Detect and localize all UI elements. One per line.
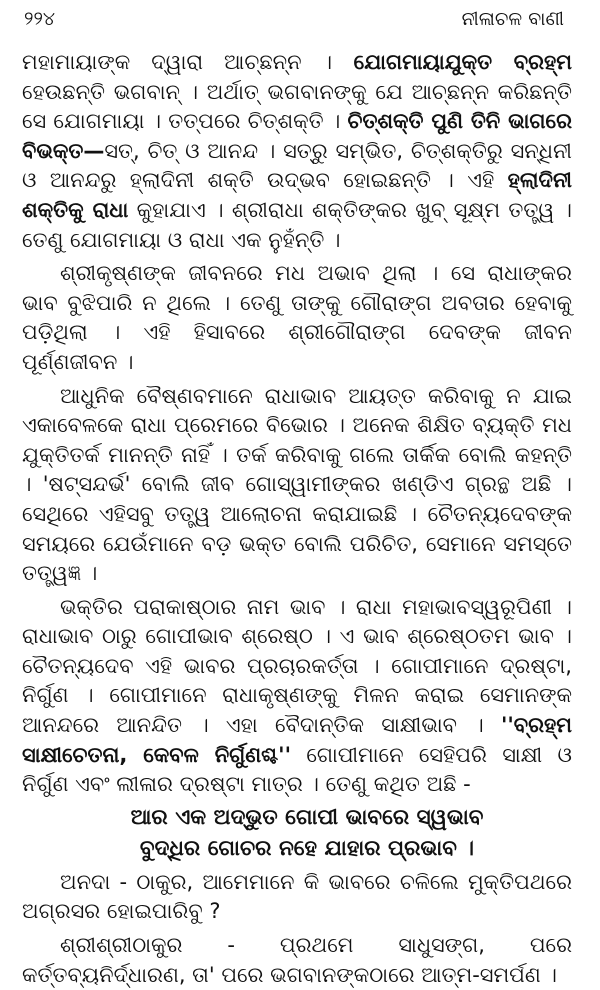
running-title: ନୀଳାଚଳ ବାଣୀ	[461, 8, 564, 30]
p1-text-c: ହେଉଛନ୍ତି ଭଗବାନ୍ । ଅର୍ଥାତ୍ ଭଗବାନଙ୍କୁ ଯେ ଆଚ୍ଛନ୍ନ କରିଛନ୍ତି ସେ ଯୋଗମାୟା । ତତ୍ପରେ ଚିତ୍‌ଶକ୍ତି ।	[22, 79, 572, 134]
p4-bold-quote: ''ବ୍ରହ୍ମ ସାକ୍ଷୀଚେତନା, କେବଳ ନିର୍ଗୁଣଶ୍ଚ''	[22, 713, 572, 767]
verse-block	[22, 802, 572, 864]
paragraph-1	[22, 48, 572, 255]
verse-line: ବୁଦ୍ଧିର ଗୋଚର ନହେ ଯାହାର ପ୍ରଭାବ ।	[139, 835, 475, 861]
p4-text-c: ଗୋପୀମାନେ ସେହିପରି ସାକ୍ଷୀ ଓ ନିର୍ଗୁଣ ଏବଂ ଲୀଳାର ଦ୍ରଷ୍ଟା ମାତ୍ର । ତେଣୁ କଥିତ ଅଛି -	[22, 742, 572, 797]
paragraph-2: ଶ୍ରୀକୃଷ୍ଣଙ୍କ ଜୀବନରେ ମଧ ଅଭାବ ଥିଲା । ସେ ରାଧାଙ୍କର ଭାବ ବୁଝିପାରି ନ ଥିଲେ । ତେଣୁ ତାଙ୍କୁ ଗୌରାଙ୍ଗ ଅବତାର ହେବାକୁ ପଡ଼ିଥିଲା । ଏହି ହିସାବରେ ଶ୍ରୀଗୌରାଙ୍ଗ ଦେବଙ୍କ ଜୀବନ ପୂର୍ଣ୍ଣଜୀବନ ।	[22, 261, 572, 374]
p1-text-e: ସତ୍, ଚିତ୍ ଓ ଆନନ୍ଦ । ସତ୍‌ରୁ ସମ୍ଭିତ, ଚିତ୍‌ଶକ୍ତିରୁ ସନ୍ଧିନୀ ଓ ଆନନ୍ଦରୁ ହ୍ଲାଦିନୀ ଶକ୍ତି ଉଦ୍ଭବ ହୋଇଛନ୍ତି । ଏହି	[22, 138, 572, 193]
p1-bold-yogamaya: ଯୋଗମାୟାଯୁକ୍ତ ବ୍ରହ୍ମ	[332, 50, 572, 74]
paragraph-6: ଶ୍ରୀଶ୍ରୀଠାକୁର - ପ୍ରଥମେ ସାଧୁସଙ୍ଗ, ପରେ କର୍ତ୍ତବ୍ୟନିର୍ଦ୍ଧାରଣ, ତା' ପରେ ଭଗବାନଙ୍କଠାରେ ଆତ୍ମ-ସମର୍ପଣ ।	[22, 933, 572, 987]
page-number: ୨୨୪	[24, 8, 56, 30]
paragraph-5: ଅନଦା - ଠାକୁର, ଆମେମାନେ କି ଭାବରେ ଚଳିଲେ ମୁକ୍ତିପଥରେ ଅଗ୍ରସର ହୋଇପାରିବୁ ?	[22, 869, 572, 924]
page-header	[22, 8, 572, 48]
paragraph-4	[22, 593, 572, 800]
paragraph-3: ଆଧୁନିକ ବୈଷ୍ଣବମାନେ ରାଧାଭାବ ଆୟତ୍ତ କରିବାକୁ ନ ଯାଇ ଏକାବେଳକେ ରାଧା ପ୍ରେମରେ ବିଭୋର । ଅନେକ ଶିକ୍ଷିତ ବ୍ୟକ୍ତି ମଧ ଯୁକ୍ତିତର୍କ ମାନନ୍ତି ନାହିଁ । ତର୍କ କରିବାକୁ ଗଲେ ତାର୍କିକ ବୋଲି କହନ୍ତି । 'ଷଟ୍‌ସନ୍ଦର୍ଭ' ବୋଲି ଜୀବ ଗୋସ୍ୱାମୀଙ୍କର ଖଣ୍ଡିଏ ଗ୍ରନ୍ଥ ଅଛି । ସେଥିରେ ଏହିସବୁ ତତ୍ତ୍ୱ ଆଲୋଚନା କରାଯାଇଛି । ଚୈତନ୍ୟଦେବଙ୍କ ସମୟରେ ଯେଉଁମାନେ ବଡ଼ ଭକ୍ତ ବୋଲି ପରିଚିତ, ସେମାନେ ସମସ୍ତେ ତତ୍ତ୍ୱଜ୍ଞ ।	[22, 383, 572, 586]
verse-line: ଆର ଏକ ଅଦ୍ଭୁତ ଗୋପୀ ଭାବରେ ସ୍ୱଭାବ	[130, 804, 484, 830]
p1-bold-chitshakti: ଚିତ୍‌ଶକ୍ତି ପୁଣି ତିନି ଭାଗରେ ବିଭକ୍ତ—	[22, 109, 572, 163]
p1-text-a: ମହାମାୟାଙ୍କ ଦ୍ୱାରା ଆଚ୍ଛନ୍ନ ।	[22, 50, 333, 74]
p4-text-a: ଭକ୍ତିର ପରାକାଷ୍ଠାର ନାମ ଭାବ । ରାଧା ମହାଭାବସ୍ୱରୂପିଣୀ । ରାଧାଭାବ ଠାରୁ ଗୋପୀଭାବ ଶ୍ରେଷ୍ଠ । ଏ ଭାବ ଶ୍ରେଷ୍ଠତମ ଭାବ । ଚୈତନ୍ୟଦେବ ଏହି ଭାବର ପ୍ରଚାରକର୍ତ୍ତା । ଗୋପୀମାନେ ଦ୍ରଷ୍ଟା, ନିର୍ଗୁଣ । ଗୋପୀମାନେ ରାଧାକୃଷ୍ଣଙ୍କୁ ମିଳନ କରାଇ ସେମାନଙ୍କ ଆନନ୍ଦରେ ଆନନ୍ଦିତ । ଏହା ବୈଦାନ୍ତିକ ସାକ୍ଷୀଭାବ ।	[22, 594, 572, 738]
p1-text-g: କୁହାଯାଏ । ଶ୍ରୀରାଧା ଶକ୍ତିଙ୍କର ଖୁବ୍ ସୂକ୍ଷ୍ମ ତତ୍ତ୍ୱ । ତେଣୁ ଯୋଗମାୟା ଓ ରାଧା ଏକ ନୁହଁନ୍ତି ।	[22, 197, 572, 252]
p1-bold-hladini: ହ୍ଲାଦିନୀ ଶକ୍ତିକୁ ରାଧା	[22, 168, 572, 222]
page-body	[22, 48, 572, 990]
